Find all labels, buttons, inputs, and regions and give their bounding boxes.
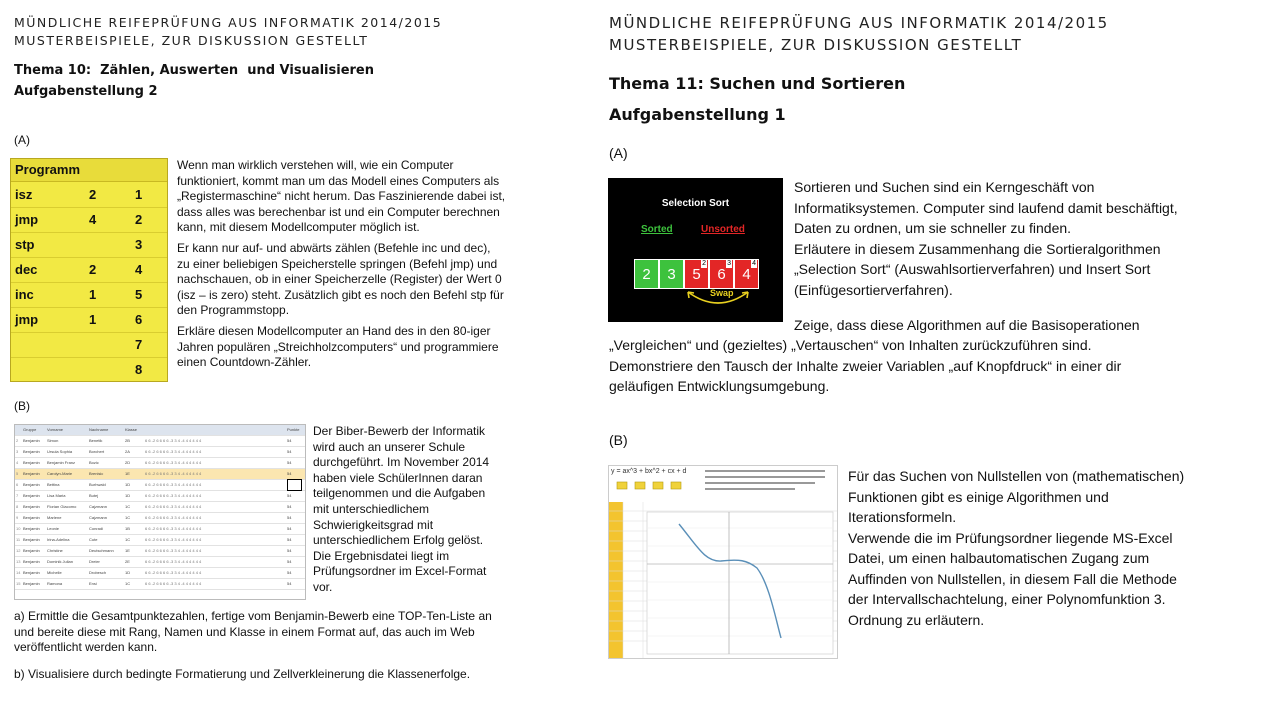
- sheet-row-number: 4: [16, 460, 19, 465]
- sheet-cell: Bettina: [47, 482, 60, 487]
- program-cmd: jmp: [15, 312, 39, 327]
- sort-cell-value: 4: [742, 266, 751, 283]
- sort-cell-value: 3: [667, 266, 676, 283]
- sheet-row: [15, 447, 305, 458]
- text-line: Prüfungsordner im Excel-Format: [313, 564, 487, 579]
- sheet-row-number: 2: [16, 438, 19, 443]
- text-line: und bereite diese mit Rang, Namen und Klasse in einem Format auf, das auch im Web: [14, 624, 475, 639]
- aufgabe-title: Aufgabenstellung 2: [14, 84, 158, 99]
- thema-title: Thema 11: Suchen und Sortieren: [609, 74, 906, 93]
- sheet-score-cells: 6 6 -2 6 6 6 6 -3 3 4 -4 4 4 4 4 4: [145, 493, 202, 498]
- page-thema-11: [600, 0, 1280, 720]
- text-line: vor.: [313, 579, 333, 594]
- program-line: 3: [135, 237, 143, 252]
- sheet-cell: Benjamin: [23, 548, 40, 553]
- text-line: (isz – is zero) steht. Zusätzlich gibt es noch den Befehl stp für: [177, 287, 504, 302]
- sheet-cell: 1C: [125, 504, 131, 509]
- section-b-text: [313, 424, 503, 596]
- program-table-image: [10, 158, 168, 382]
- sheet-cell: Benjamin: [23, 493, 40, 498]
- selection-sort-diagram: [608, 178, 783, 322]
- text-line: durchgeführt. Im November 2014: [313, 455, 490, 470]
- sheet-row: [15, 469, 305, 480]
- sheet-header-cell: Vorname: [47, 427, 64, 432]
- sheet-cell: Burhwald: [89, 482, 106, 487]
- program-row: [11, 282, 168, 308]
- sheet-cell: 54: [287, 559, 292, 564]
- sheet-cell: Conradi: [89, 526, 104, 531]
- program-cmd: dec: [15, 262, 38, 277]
- text-line: „Selection Sort“ (Auswahlsortierverfahren) und Insert Sort: [794, 261, 1151, 277]
- program-row: [11, 257, 168, 283]
- excel-spreadsheet-image: [14, 424, 306, 600]
- sheet-row-number: 13: [16, 559, 21, 564]
- sheet-cell: Carolyn-Marie: [47, 471, 73, 476]
- sheet-row: [15, 491, 305, 502]
- sheet-cell: Lisa Maria: [47, 493, 66, 498]
- sheet-cell: Benjamin Franz: [47, 460, 76, 465]
- sheet-score-cells: 6 6 -2 6 6 6 6 -3 3 4 -4 4 4 4 4 4: [145, 526, 202, 531]
- text-line: Für das Suchen von Nullstellen von (mathematischen): [848, 468, 1185, 484]
- program-table-title: Programm: [11, 159, 167, 182]
- text-line: unterschiedlichem Erfolg gelöst.: [313, 533, 484, 548]
- sheet-cell: Benjamin: [23, 559, 40, 564]
- sheet-cell: Benjamin: [23, 570, 40, 575]
- sort-cell-index: 3: [727, 260, 731, 267]
- sheet-cell: Benjamin: [23, 471, 40, 476]
- text-line: dass alles was berechenbar ist und ein Computer berechnen: [177, 204, 500, 219]
- sheet-cell: 1D: [125, 570, 131, 575]
- sheet-cell: Cajzmann: [89, 504, 108, 509]
- program-arg: 2: [89, 187, 97, 202]
- sheet-score-cells: 6 6 -2 6 6 6 6 -3 3 4 -4 4 4 4 4 4: [145, 482, 202, 487]
- text-line: zu einer beliebigen Speicherstelle springen (Befehl jmp) und: [177, 256, 498, 271]
- sheet-cell: 54: [287, 526, 292, 531]
- text-line: Funktionen gibt es einige Algorithmen und: [848, 488, 1109, 505]
- sheet-cell: 2A: [125, 449, 130, 454]
- page-header-line1: MÜNDLICHE REIFEPRÜFUNG AUS INFORMATIK 2014/2015: [14, 15, 443, 30]
- text-line: funktioniert, kommt man um das Modell eines Computers als: [177, 173, 500, 188]
- section-a-text: [177, 158, 507, 371]
- sheet-score-cells: 6 6 -2 6 6 6 6 -3 3 4 -4 4 4 4 4 4: [145, 460, 202, 465]
- sheet-cell: 54: [287, 460, 292, 465]
- section-a-text: [794, 177, 1194, 300]
- sheet-row-number: 3: [16, 449, 19, 454]
- text-line: Datei, um einen halbautomatischen Zugang zum: [848, 550, 1150, 566]
- text-line: nachschauen, ob in einer Speicherzelle (Register) der Wert 0: [177, 272, 502, 287]
- sort-cell-value: 6: [717, 266, 726, 283]
- sheet-cell: Christine: [47, 548, 63, 553]
- sheet-header-cell: Punkte: [287, 427, 300, 432]
- sheet-cell: 54: [287, 548, 292, 553]
- text-line: wird auch an unserer Schule: [313, 439, 466, 454]
- sheet-cell: 1C: [125, 515, 131, 520]
- text-line: mit unterschiedlichem: [313, 501, 430, 516]
- sheet-row: [15, 568, 305, 579]
- program-line: 6: [135, 312, 143, 327]
- sheet-cell: Benjamin: [23, 460, 40, 465]
- sheet-row: [15, 458, 305, 469]
- program-row: [11, 182, 168, 208]
- text-line: Auffinden von Nullstellen, in diesem Fall die Methode: [848, 570, 1177, 587]
- sheet-cell: Cajzmann: [89, 515, 108, 520]
- sheet-cell: Benjamin: [23, 581, 40, 586]
- sheet-row-number: 6: [16, 482, 19, 487]
- swap-label: Swap: [710, 288, 734, 298]
- sheet-cell: Dreier: [89, 559, 100, 564]
- sheet-cell: 1D: [125, 482, 131, 487]
- sheet-cell: Benjamin: [23, 438, 40, 443]
- program-cmd: isz: [15, 187, 33, 202]
- sheet-cell: Borchert: [89, 449, 105, 454]
- sheet-cell: Marlene: [47, 515, 62, 520]
- text-line: Sortieren und Suchen sind ein Kerngeschäft von: [794, 179, 1095, 195]
- sheet-cell: Dominik Julian: [47, 559, 74, 564]
- section-a-text-2: Zeige, dass diese Algorithmen auf die Basisoperationen: [794, 317, 1140, 333]
- text-line: Jahren populären „Streichholzcomputers“ und programmiere: [177, 339, 499, 354]
- program-line: 1: [135, 187, 143, 202]
- sheet-header-row: [15, 425, 305, 436]
- program-cmd: stp: [15, 237, 35, 252]
- text-line: kann, mit diesem Modellcomputer möglich ist.: [177, 220, 420, 235]
- program-line: 4: [135, 262, 143, 277]
- program-line: 5: [135, 287, 143, 302]
- sheet-cell: 2B: [125, 438, 130, 443]
- sheet-cell: 54: [287, 504, 292, 509]
- sheet-score-cells: 6 6 -2 6 6 6 6 -3 3 4 -4 4 4 4 4 4: [145, 438, 202, 443]
- program-row: [11, 207, 168, 233]
- sheet-cell: 1C: [125, 537, 131, 542]
- program-row: [11, 307, 168, 333]
- sheet-score-cells: 6 6 -2 6 6 6 6 -3 3 4 -4 4 4 4 4 4: [145, 570, 202, 575]
- sheet-cell: 54: [287, 471, 292, 476]
- text-line: veröffentlicht werden kann.: [14, 640, 158, 655]
- sheet-row: [15, 557, 305, 568]
- sheet-cell: Benjamin: [23, 515, 40, 520]
- program-arg: 2: [89, 262, 97, 277]
- text-line: Der Biber-Bewerb der Informatik: [313, 424, 486, 438]
- text-line: der Intervallschachtelung, einer Polynomfunktion 3.: [848, 591, 1166, 607]
- sheet-cell: 1B: [125, 526, 130, 531]
- sorted-label: Sorted: [641, 224, 673, 235]
- sheet-header-cell: Nachname: [89, 427, 109, 432]
- sheet-score-cells: 6 6 -2 6 6 6 6 -3 3 4 -4 4 4 4 4 4: [145, 537, 202, 542]
- sort-cell-index: 2: [702, 260, 706, 267]
- section-a-text-3: [609, 335, 1209, 397]
- sheet-header-cell: Gruppe: [23, 427, 37, 432]
- section-b-text: [848, 466, 1268, 630]
- page-header-line2: MUSTERBEISPIELE, ZUR DISKUSSION GESTELLT: [14, 33, 369, 48]
- sheet-cell: 54: [287, 449, 292, 454]
- sheet-cell: 54: [287, 581, 292, 586]
- selection-sort-title: Selection Sort: [661, 198, 730, 209]
- sheet-score-cells: 6 6 -2 6 6 6 6 -3 3 4 -4 4 4 4 4 4: [145, 581, 202, 586]
- text-line: Erkläre diesen Modellcomputer an Hand des in den 80-iger: [177, 323, 491, 338]
- text-line: a) Ermittle die Gesamtpunktezahlen, fertige vom Benjamin-Bewerb eine TOP-Ten-Liste an: [14, 609, 492, 623]
- formula-text: y = ax^3 + bx^2 + cx + d: [611, 468, 687, 475]
- sheet-cell: 54: [287, 438, 292, 443]
- text-line: den Programmstopp.: [177, 303, 290, 318]
- sheet-score-cells: 6 6 -2 6 6 6 6 -3 3 4 -4 4 4 4 4 4: [145, 559, 202, 564]
- program-line: 8: [135, 362, 143, 377]
- sheet-score-cells: 6 6 -2 6 6 6 6 -3 3 4 -4 4 4 4 4 4: [145, 471, 202, 476]
- text-line: Wenn man wirklich verstehen will, wie ein Computer: [177, 158, 454, 172]
- sheet-row: [15, 480, 305, 491]
- sheet-score-cells: 6 6 -2 6 6 6 6 -3 3 4 -4 4 4 4 4 4: [145, 449, 202, 454]
- sheet-cell: 2D: [125, 460, 131, 465]
- sheet-cell: Bozic: [89, 460, 99, 465]
- sheet-score-cells: 6 6 -2 6 6 6 6 -3 3 4 -4 4 4 4 4 4: [145, 504, 202, 509]
- sheet-cell: Brenisic: [89, 471, 104, 476]
- page-thema-10: [0, 0, 600, 720]
- sort-cell-value: 5: [692, 266, 701, 283]
- text-line: haben viele SchülerInnen daran: [313, 470, 483, 485]
- sheet-cell: Leonie: [47, 526, 60, 531]
- program-cmd: inc: [15, 287, 34, 302]
- sheet-header-cell: Klasse: [125, 427, 138, 432]
- page-header-line1: MÜNDLICHE REIFEPRÜFUNG AUS INFORMATIK 2014/2015: [609, 14, 1109, 32]
- text-line: Daten zu ordnen, um sie schneller zu finden.: [794, 220, 1072, 236]
- sheet-score-cells: 6 6 -2 6 6 6 6 -3 3 4 -4 4 4 4 4 4: [145, 515, 202, 520]
- sheet-score-cells: 6 6 -2 6 6 6 6 -3 3 4 -4 4 4 4 4 4: [145, 548, 202, 553]
- sort-cell-index: 4: [752, 260, 756, 267]
- sheet-row-number: 11: [16, 537, 21, 542]
- cell-cursor: [287, 479, 302, 491]
- text-line: Die Ergebnisdatei liegt im: [313, 548, 450, 563]
- program-row: [11, 232, 168, 258]
- text-line: Schwierigkeitsgrad mit: [313, 517, 434, 532]
- text-line: Verwende die im Prüfungsordner liegende MS-Excel: [848, 529, 1173, 546]
- program-arg: 1: [89, 312, 97, 327]
- thema-title: Thema 10: Zählen, Auswerten und Visualisieren: [14, 63, 375, 78]
- program-cmd: jmp: [15, 212, 39, 227]
- program-arg: 4: [89, 212, 97, 227]
- swap-arrow-icon: [608, 178, 783, 322]
- sheet-cell: Florian Giacomo: [47, 504, 77, 509]
- sheet-cell: Michelle: [47, 570, 62, 575]
- sheet-cell: 2E: [125, 559, 130, 564]
- sheet-row-number: 5: [16, 471, 19, 476]
- sheet-row: [15, 524, 305, 535]
- text-line: „Vergleichen“ und (gezieltes) „Vertauschen“ von Inhalten zurückzuführen sind.: [609, 337, 1092, 353]
- sheet-cell: 1E: [125, 471, 130, 476]
- sheet-cell: 1E: [125, 548, 130, 553]
- program-line: 7: [135, 337, 143, 352]
- text-line: Ordnung zu erläutern.: [848, 611, 985, 628]
- program-line: 2: [135, 212, 143, 227]
- sheet-cell: Benjamin: [23, 449, 40, 454]
- sheet-cell: 54: [287, 493, 292, 498]
- section-a-label: (A): [14, 133, 30, 147]
- sheet-cell: Benjamin: [23, 482, 40, 487]
- sheet-cell: Ursula Sophia: [47, 449, 73, 454]
- sheet-row-number: 7: [16, 493, 19, 498]
- sheet-row: [15, 579, 305, 590]
- sheet-cell: Cute: [89, 537, 98, 542]
- text-line: Erläutere in diesem Zusammenhang die Sortieralgorithmen: [794, 240, 1161, 257]
- sheet-row: [15, 546, 305, 557]
- sheet-cell: Ramona: [47, 581, 63, 586]
- sheet-cell: Simon: [47, 438, 59, 443]
- task-b-text: b) Visualisiere durch bedingte Formatierung und Zellverkleinerung die Klassenerfolge.: [14, 667, 471, 681]
- excel-grid-graphic: [609, 466, 837, 658]
- program-arg: 1: [89, 287, 97, 302]
- text-line: Informatiksystemen. Computer sind laufend damit beschäftigt,: [794, 199, 1178, 216]
- sheet-cell: Benjamin: [23, 504, 40, 509]
- sheet-cell: Drobesch: [89, 570, 107, 575]
- sheet-row: [15, 513, 305, 524]
- sheet-row-number: 8: [16, 504, 19, 509]
- sheet-cell: Butej: [89, 493, 99, 498]
- sheet-cell: Deutschmann: [89, 548, 114, 553]
- sheet-cell: 1C: [125, 581, 131, 586]
- sheet-row: [15, 436, 305, 447]
- sheet-cell: Irina-Adelina: [47, 537, 70, 542]
- sheet-cell: Ensi: [89, 581, 97, 586]
- text-line: geläufigen Entwicklungsumgebung.: [609, 378, 830, 394]
- sheet-cell: 54: [287, 515, 292, 520]
- sheet-row-number: 14: [16, 570, 21, 575]
- program-row: [11, 332, 168, 358]
- text-line: Iterationsformeln.: [848, 509, 957, 525]
- sheet-cell: 1D: [125, 493, 131, 498]
- sheet-row: [15, 502, 305, 513]
- sheet-cell: Benjamin: [23, 537, 40, 542]
- sheet-cell: Benetik: [89, 438, 103, 443]
- section-b-label: (B): [609, 432, 628, 448]
- program-row: [11, 357, 168, 382]
- sheet-row-number: 9: [16, 515, 19, 520]
- sheet-cell: Benjamin: [23, 526, 40, 531]
- text-line: Demonstriere den Tausch der Inhalte zweier Variablen „auf Knopfdruck“ in einer dir: [609, 357, 1122, 374]
- excel-polynomial-chart-image: [608, 465, 838, 659]
- sheet-row-number: 15: [16, 581, 21, 586]
- section-b-label: (B): [14, 399, 30, 413]
- aufgabe-title: Aufgabenstellung 1: [609, 105, 786, 124]
- sheet-cell: 54: [287, 570, 292, 575]
- text-line: Er kann nur auf- und abwärts zählen (Befehle inc und dec),: [177, 240, 491, 255]
- sheet-row-number: 12: [16, 548, 21, 553]
- task-a-text: [14, 609, 594, 656]
- sheet-row-number: 10: [16, 526, 21, 531]
- unsorted-label: Unsorted: [701, 224, 745, 235]
- sheet-row: [15, 535, 305, 546]
- text-line: „Registermaschine“ nicht herum. Das Faszinierende dabei ist,: [177, 189, 506, 204]
- section-a-label: (A): [609, 145, 628, 161]
- sheet-cell: 54: [287, 537, 292, 542]
- page-header-line2: MUSTERBEISPIELE, ZUR DISKUSSION GESTELLT: [609, 36, 1023, 54]
- text-line: teilgenommen und die Aufgaben: [313, 486, 486, 501]
- text-line: einen Countdown-Zähler.: [177, 355, 312, 370]
- text-line: (Einfügesortierverfahren).: [794, 281, 953, 298]
- sort-cell-value: 2: [642, 266, 651, 283]
